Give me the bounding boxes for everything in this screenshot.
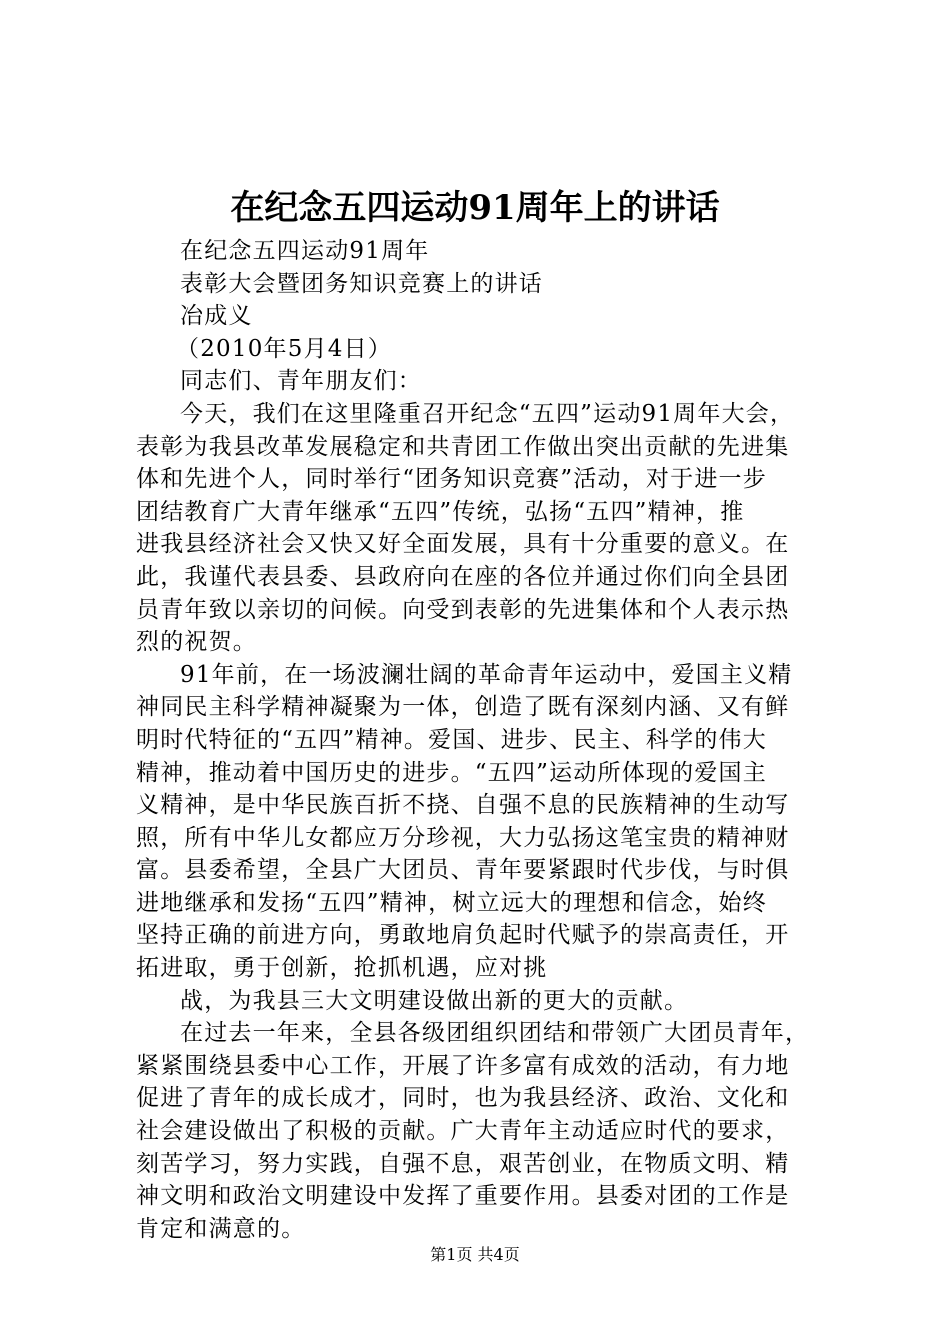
text-line: 91年前，在一场波澜壮阔的革命青年运动中，爱国主义精	[180, 661, 793, 688]
text-line: 体和先进个人，同时举行“团务知识竞赛”活动，对于进一步	[136, 466, 767, 493]
text-line: 今天，我们在这里隆重召开纪念“五四”运动91周年大会，	[180, 400, 795, 427]
text-line: 烈的祝贺。	[136, 629, 257, 656]
document-title: 在纪念五四运动91周年上的讲话	[230, 188, 720, 228]
subtitle-line: 表彰大会暨团务知识竞赛上的讲话	[180, 270, 543, 297]
text-line: 精神，推动着中国历史的进步。“五四”运动所体现的爱国主	[136, 759, 767, 786]
text-line: 肯定和满意的。	[136, 1215, 306, 1242]
speech-date: （2010年5月4日）	[176, 335, 392, 362]
text-line: 神同民主科学精神凝聚为一体，创造了既有深刻内涵、又有鲜	[136, 694, 790, 721]
text-line: 紧紧围绕县委中心工作，开展了许多富有成效的活动，有力地	[136, 1052, 790, 1079]
paragraph-4	[136, 1017, 836, 1245]
paragraph-3	[136, 985, 836, 1018]
text-line: 此，我谨代表县委、县政府向在座的各位并通过你们向全县团	[136, 563, 790, 590]
text-line: 进地继承和发扬“五四”精神，树立远大的理想和信念，始终	[136, 889, 767, 916]
text-line: 照，所有中华儿女都应万分珍视，大力弘扬这笔宝贵的精神财	[136, 824, 790, 851]
text-line: 拓进取，勇于创新，抢抓机遇，应对挑	[136, 955, 548, 982]
text-line: 员青年致以亲切的问候。向受到表彰的先进集体和个人表示热	[136, 596, 790, 623]
text-line: 义精神，是中华民族百折不挠、自强不息的民族精神的生动写	[136, 792, 790, 819]
text-line: 在过去一年来，全县各级团组织团结和带领广大团员青年，	[180, 1020, 810, 1047]
text-line: 富。县委希望，全县广大团员、青年要紧跟时代步伐，与时俱	[136, 857, 790, 884]
text-line: 表彰为我县改革发展稳定和共青团工作做出突出贡献的先进集	[136, 433, 790, 460]
text-line: 战，为我县三大文明建设做出新的更大的贡献。	[180, 987, 689, 1014]
text-line: 坚持正确的前进方向，勇敢地肩负起时代赋予的崇高责任，开	[136, 922, 790, 949]
subtitle-line: 在纪念五四运动91周年	[180, 238, 430, 264]
document-body	[136, 235, 836, 1245]
author-name: 冶成义	[180, 303, 253, 330]
text-line: 刻苦学习，努力实践，自强不息，艰苦创业，在物质文明、精	[136, 1150, 790, 1177]
paragraph-2	[136, 659, 836, 985]
text-line: 促进了青年的成长成才，同时，也为我县经济、政治、文化和	[136, 1085, 790, 1112]
paragraph-1	[136, 398, 836, 659]
page-footer: 第1页 共4页	[430, 1245, 520, 1264]
text-line: 神文明和政治文明建设中发挥了重要作用。县委对团的工作是	[136, 1183, 790, 1210]
salutation: 同志们、青年朋友们：	[180, 368, 422, 395]
text-line: 进我县经济社会又快又好全面发展，具有十分重要的意义。在	[136, 531, 790, 558]
text-line: 明时代特征的“五四”精神。爱国、进步、民主、科学的伟大	[136, 726, 767, 753]
text-line: 团结教育广大青年继承“五四”传统，弘扬“五四”精神，推	[136, 498, 745, 525]
text-line: 社会建设做出了积极的贡献。广大青年主动适应时代的要求，	[136, 1118, 790, 1145]
